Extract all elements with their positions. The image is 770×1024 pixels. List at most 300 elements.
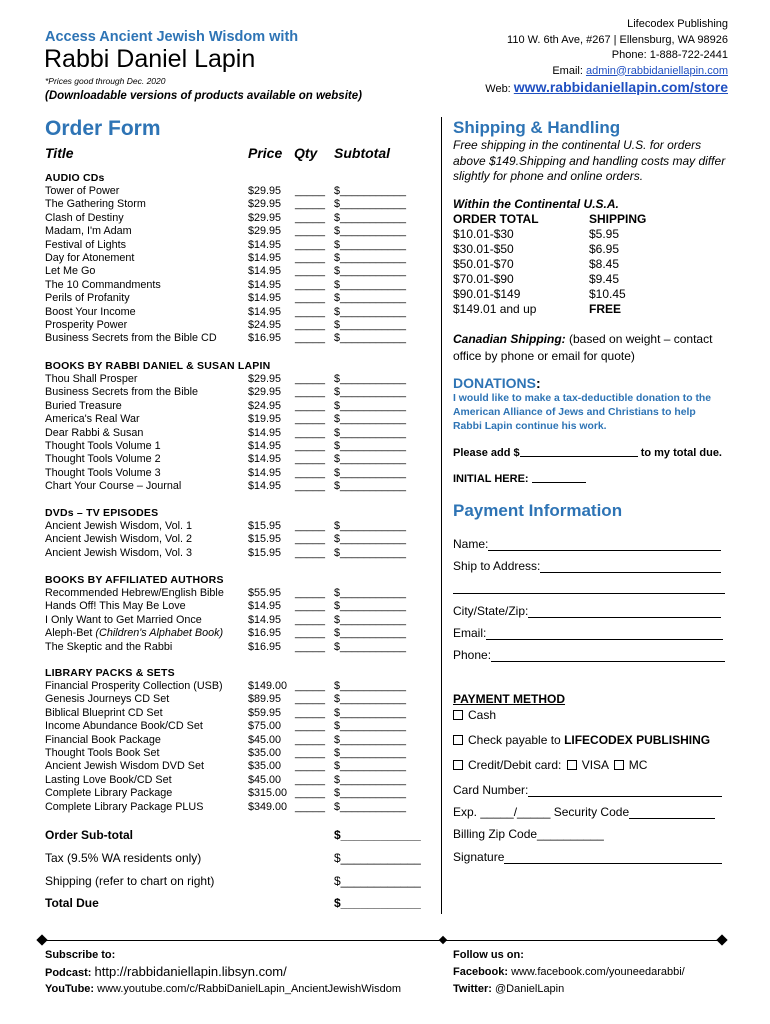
subtotal-field[interactable]: $___________ (334, 399, 407, 412)
product-price: $24.95 (248, 399, 282, 412)
shipping-range: $149.01 and up (453, 302, 537, 316)
qty-field[interactable]: _____ (295, 185, 326, 197)
security-code-field[interactable] (629, 806, 715, 819)
product-title (45, 760, 204, 773)
subtotal-field[interactable]: $___________ (334, 693, 407, 706)
shipping-row (453, 242, 646, 257)
subtotal-field[interactable]: $___________ (334, 292, 407, 305)
subtotal-field[interactable]: $___________ (334, 600, 407, 613)
qty-field[interactable]: _____ (295, 305, 326, 318)
shipping-cost: $10.45 (589, 287, 626, 301)
subtotal-field[interactable]: $___________ (334, 787, 407, 800)
visa-label: VISA (581, 758, 609, 772)
product-title-text: Perils of Profanity (45, 292, 130, 305)
subtotal-field[interactable]: $___________ (334, 332, 407, 345)
qty-field[interactable]: _____ (295, 373, 326, 385)
product-row (45, 400, 445, 413)
product-title-text: Thought Tools Volume 1 (45, 439, 161, 452)
product-title (45, 693, 169, 706)
shipping-cost: $6.95 (589, 242, 620, 256)
product-title-text: Financial Prosperity Collection (USB) (45, 680, 223, 692)
subtotal-field[interactable]: $___________ (334, 413, 407, 426)
qty-field[interactable]: _____ (295, 613, 326, 626)
qty-field[interactable]: _____ (295, 211, 326, 224)
check-option (453, 733, 710, 747)
product-row (45, 600, 445, 613)
subtotal-field[interactable]: $___________ (334, 238, 407, 251)
subtotal-field[interactable]: $___________ (334, 426, 407, 439)
product-title (45, 212, 124, 225)
web-label: Web: (485, 83, 514, 95)
section-title: LIBRARY PACKS & SETS (45, 667, 175, 679)
phone-field[interactable] (491, 649, 725, 662)
product-price: $16.95 (248, 640, 282, 653)
product-row (45, 680, 445, 693)
qty-field[interactable]: _____ (295, 318, 326, 331)
qty-field[interactable]: _____ (295, 533, 326, 546)
product-title-text: America's Real War (45, 413, 140, 426)
shipping-note: Free shipping in the continental U.S. for orders above $149.Shipping and handling costs may differ slightly for phone and online orders. (453, 138, 726, 183)
company-contact (485, 17, 728, 98)
product-title (45, 467, 161, 480)
product-title-text: Thou Shall Prosper (45, 373, 138, 385)
product-row (45, 760, 445, 773)
product-title (45, 547, 192, 560)
twitter-line (453, 983, 564, 995)
subtotal-field[interactable]: $___________ (334, 305, 407, 318)
product-title-text: The Gathering Storm (45, 198, 146, 211)
summary-blank[interactable]: $____________ (334, 851, 421, 865)
qty-field[interactable]: _____ (295, 787, 326, 800)
product-row (45, 373, 445, 386)
product-row (45, 801, 445, 814)
product-price: $14.95 (248, 453, 282, 466)
product-title (45, 413, 140, 426)
qty-field[interactable]: _____ (295, 399, 326, 412)
diamond-icon (439, 936, 447, 944)
qty-field[interactable]: _____ (295, 733, 326, 746)
podcast-line (45, 964, 287, 979)
address-label: Ship to Address: (453, 559, 541, 573)
product-title (45, 225, 132, 238)
twitter-link[interactable]: @DanielLapin (494, 983, 565, 995)
order-table-header (45, 145, 445, 161)
product-title-text: Chart Your Course – Journal (45, 480, 182, 493)
product-price: $14.95 (248, 480, 282, 493)
card-number-field[interactable] (528, 784, 722, 797)
product-title (45, 198, 146, 211)
name-field[interactable] (488, 538, 721, 551)
product-row (45, 520, 445, 533)
product-title-text: The Skeptic and the Rabbi (45, 640, 173, 653)
product-price: $19.95 (248, 413, 282, 426)
canada-text: (based on weight – contact office by phone or email for quote) (453, 332, 713, 363)
product-row (45, 212, 445, 225)
summary-tax (45, 851, 435, 865)
product-title (45, 386, 198, 399)
email-line (453, 626, 723, 640)
product-title-text: Tower of Power (45, 185, 120, 197)
qty-field[interactable]: _____ (295, 693, 326, 706)
product-price: $29.95 (248, 198, 282, 211)
qty-field[interactable]: _____ (295, 680, 326, 692)
check-checkbox[interactable] (453, 735, 463, 745)
donation-amount-line (453, 446, 722, 459)
order-section (45, 507, 445, 560)
donations-text: I would like to make a tax-deductible donation to the American Alliance of Jews and Christians to help Rabbi Lapin continue his work. (453, 393, 712, 432)
product-title-text: Prosperity Power (45, 318, 128, 331)
signature-line (453, 850, 722, 864)
subscribe-label: Subscribe to: (45, 949, 116, 961)
qty-field[interactable]: _____ (295, 480, 326, 493)
zip-label[interactable]: Billing Zip Code__________ (453, 827, 604, 841)
subtotal-field[interactable]: $___________ (334, 640, 407, 653)
product-row (45, 787, 445, 800)
qty-field[interactable]: _____ (295, 439, 326, 452)
company-phone: Phone: 1-888-722-2441 (611, 49, 728, 61)
subtotal-field[interactable]: $___________ (334, 466, 407, 479)
product-price: $16.95 (248, 627, 282, 640)
qty-field[interactable]: _____ (295, 238, 326, 251)
name-line (453, 537, 721, 551)
product-title-text: Business Secrets from the Bible (45, 386, 199, 399)
product-price: $29.95 (248, 225, 282, 238)
section-title: DVDs – TV EPISODES (45, 507, 159, 519)
youtube-line (45, 983, 401, 995)
product-price: $59.95 (248, 706, 282, 719)
product-title-text: Complete Library Package (45, 787, 173, 800)
shipping-cost: $5.95 (589, 227, 620, 241)
facebook-link[interactable]: www.facebook.com/youneedarabbi/ (511, 966, 685, 978)
follow-label: Follow us on: (453, 949, 524, 961)
product-title-text: Madam, I'm Adam (45, 225, 132, 238)
subtotal-field[interactable]: $___________ (334, 720, 407, 733)
signature-field[interactable] (504, 851, 722, 864)
facebook-label: Facebook: (453, 966, 512, 978)
mc-checkbox[interactable] (614, 760, 624, 770)
qty-field[interactable]: _____ (295, 292, 326, 305)
subtotal-field[interactable]: $___________ (334, 773, 407, 786)
section-title: BOOKS BY RABBI DANIEL & SUSAN LAPIN (45, 360, 271, 372)
subtotal-field[interactable]: $___________ (334, 265, 407, 278)
address-field-2[interactable] (453, 593, 725, 594)
product-price: $14.95 (248, 466, 282, 479)
qty-field[interactable]: _____ (295, 466, 326, 479)
subtotal-field[interactable]: $___________ (334, 627, 407, 640)
product-price: $35.00 (248, 746, 282, 759)
prices-note: *Prices good through Dec. 2020 (45, 76, 166, 86)
product-row (45, 480, 445, 493)
product-row (45, 440, 445, 453)
order-form-title: Order Form (45, 117, 161, 140)
product-title-text: Buried Treasure (45, 399, 122, 412)
product-row (45, 332, 445, 345)
product-price: $29.95 (248, 211, 282, 224)
product-title-italic: (Children's Alphabet Book) (95, 627, 224, 640)
qty-field[interactable]: _____ (295, 706, 326, 719)
product-price: $149.00 (248, 680, 288, 692)
address-field[interactable] (540, 560, 721, 573)
product-title (45, 614, 202, 627)
product-title (45, 627, 223, 640)
card-label: Credit/Debit card: (468, 758, 562, 772)
email-label: Email: (552, 64, 586, 77)
product-title (45, 373, 137, 386)
subtotal-field[interactable]: $___________ (334, 520, 407, 532)
col-subtotal: Subtotal (334, 145, 390, 161)
subtotal-field[interactable]: $___________ (334, 613, 407, 626)
product-title (45, 319, 127, 332)
qty-field[interactable]: _____ (295, 746, 326, 759)
summary-label: Total Due (45, 896, 99, 910)
product-title-text: Day for Atonement (45, 251, 135, 264)
qty-field[interactable]: _____ (295, 332, 326, 345)
product-row (45, 734, 445, 747)
donation-amount-field[interactable] (520, 446, 638, 457)
product-row (45, 239, 445, 252)
product-title-text: Income Abundance Book/CD Set (45, 720, 203, 733)
product-title-text: Complete Library Package PLUS (45, 800, 204, 813)
product-title (45, 587, 224, 600)
product-row (45, 547, 445, 560)
product-price: $14.95 (248, 600, 282, 613)
shipping-row (453, 287, 646, 302)
subtotal-field[interactable]: $___________ (334, 533, 407, 546)
subtotal-field[interactable]: $___________ (334, 373, 407, 385)
product-title (45, 279, 161, 292)
product-title-text: Aleph-Bet (45, 627, 96, 640)
youtube-label: YouTube: (45, 983, 98, 995)
shipping-col-cost: SHIPPING (589, 212, 647, 226)
qty-field[interactable]: _____ (295, 265, 326, 278)
subtotal-field[interactable]: $___________ (334, 251, 407, 264)
subtotal-field[interactable]: $___________ (334, 587, 407, 599)
product-title (45, 520, 192, 533)
shipping-col-total: ORDER TOTAL (453, 212, 539, 226)
product-title (45, 480, 181, 493)
product-price: $45.00 (248, 773, 282, 786)
product-row (45, 707, 445, 720)
qty-field[interactable]: _____ (295, 520, 326, 532)
product-title-text: The 10 Commandments (45, 278, 161, 291)
canada-label: Canadian Shipping: (453, 332, 566, 346)
product-title (45, 720, 203, 733)
subtotal-field[interactable]: $___________ (334, 546, 407, 559)
product-title (45, 252, 134, 265)
card-number-label: Card Number: (453, 783, 529, 797)
section-title: BOOKS BY AFFILIATED AUTHORS (45, 574, 224, 586)
qty-field[interactable]: _____ (295, 251, 326, 264)
company-email-line (485, 64, 728, 80)
product-title-text: Financial Book Package (45, 733, 161, 746)
subtotal-field[interactable]: $___________ (334, 439, 407, 452)
product-title-text: Boost Your Income (45, 305, 136, 318)
company-address: 110 W. 6th Ave, #267 | Ellensburg, WA 98926 (507, 33, 728, 46)
shipping-cost: FREE (589, 302, 622, 316)
qty-field[interactable]: _____ (295, 640, 326, 653)
product-title (45, 787, 172, 800)
product-price: $15.95 (248, 533, 282, 546)
facebook-line (453, 966, 685, 978)
product-title-text: Let Me Go (45, 265, 96, 278)
initial-label: INITIAL HERE: (453, 473, 529, 485)
qty-field[interactable]: _____ (295, 198, 326, 211)
product-title (45, 801, 203, 814)
product-price: $29.95 (248, 386, 282, 399)
podcast-label: Podcast: (45, 967, 95, 979)
payment-method-title: PAYMENT METHOD (453, 692, 566, 706)
web-link[interactable]: www.rabbidaniellapin.com/store (513, 79, 728, 95)
product-title-text: Ancient Jewish Wisdom DVD Set (45, 760, 205, 773)
summary-blank[interactable]: $____________ (334, 874, 421, 888)
product-row (45, 693, 445, 706)
product-title (45, 265, 95, 278)
company-web-line (485, 80, 728, 98)
order-section (45, 172, 445, 346)
qty-field[interactable]: _____ (295, 627, 326, 640)
product-title-text: Lasting Love Book/CD Set (45, 773, 172, 786)
zip-line (453, 827, 604, 841)
product-title-text: Clash of Destiny (45, 211, 124, 224)
shipping-range: $70.01-$90 (453, 272, 514, 286)
product-row (45, 533, 445, 546)
product-row (45, 467, 445, 480)
product-title (45, 641, 172, 654)
subtotal-field[interactable]: $___________ (334, 278, 407, 291)
product-row (45, 614, 445, 627)
youtube-link[interactable]: www.youtube.com/c/RabbiDanielLapin_AncientJewishWisdom (97, 983, 402, 995)
email-link[interactable]: admin@rabbidaniellapin.com (585, 64, 728, 77)
product-title-text: Thought Tools Volume 2 (45, 453, 161, 466)
qty-field[interactable]: _____ (295, 225, 326, 238)
shipping-range: $10.01-$30 (453, 227, 514, 241)
shipping-range: $30.01-$50 (453, 242, 514, 256)
subtotal-field[interactable]: $___________ (334, 680, 407, 692)
card-option (453, 758, 647, 772)
product-title-text: Genesis Journeys CD Set (45, 693, 170, 706)
subtotal-field[interactable]: $___________ (334, 800, 407, 813)
qty-field[interactable]: _____ (295, 453, 326, 466)
card-checkbox[interactable] (453, 760, 463, 770)
product-row (45, 427, 445, 440)
address-line (453, 559, 721, 573)
qty-field[interactable]: _____ (295, 773, 326, 786)
qty-field[interactable]: _____ (295, 587, 326, 599)
summary-blank[interactable]: $____________ (334, 896, 421, 910)
subtotal-field[interactable]: $___________ (334, 185, 407, 197)
downloadable-note: (Downloadable versions of products available on website) (45, 90, 362, 102)
product-price: $55.95 (248, 587, 282, 599)
city-field[interactable] (528, 605, 721, 618)
subtotal-field[interactable]: $___________ (334, 225, 407, 238)
product-title (45, 185, 119, 198)
subtotal-field[interactable]: $___________ (334, 318, 407, 331)
product-row (45, 185, 445, 198)
order-section (45, 574, 445, 654)
col-title: Title (45, 145, 74, 161)
product-title-text: Ancient Jewish Wisdom, Vol. 2 (45, 533, 193, 546)
qty-field[interactable]: _____ (295, 426, 326, 439)
product-row (45, 306, 445, 319)
product-price: $24.95 (248, 318, 282, 331)
col-qty: Qty (294, 145, 318, 161)
subtotal-field[interactable]: $___________ (334, 386, 407, 399)
summary-blank[interactable]: $____________ (334, 828, 421, 842)
shipping-row (453, 257, 646, 272)
product-title (45, 239, 126, 252)
exp-label[interactable]: Exp. _____/_____ Security Code (453, 805, 630, 819)
product-row (45, 720, 445, 733)
product-title-text: Thought Tools Volume 3 (45, 466, 161, 479)
product-price: $75.00 (248, 720, 282, 733)
product-price: $89.95 (248, 693, 282, 706)
subtotal-field[interactable]: $___________ (334, 198, 407, 211)
donation-add-label: Please add $ (453, 447, 520, 459)
shipping-cost: $9.45 (589, 272, 620, 286)
qty-field[interactable]: _____ (295, 800, 326, 813)
product-row (45, 774, 445, 787)
product-row (45, 198, 445, 211)
product-title (45, 747, 159, 760)
product-title (45, 734, 161, 747)
cash-checkbox[interactable] (453, 710, 463, 720)
shipping-cost: $8.45 (589, 257, 620, 271)
cash-option (453, 708, 496, 722)
subtotal-field[interactable]: $___________ (334, 453, 407, 466)
product-price: $14.95 (248, 278, 282, 291)
product-row (45, 747, 445, 760)
canada-shipping (453, 331, 733, 365)
initial-field[interactable] (532, 472, 586, 483)
phone-label: Phone: (453, 648, 492, 662)
qty-field[interactable]: _____ (295, 546, 326, 559)
qty-field[interactable]: _____ (295, 278, 326, 291)
product-row (45, 265, 445, 278)
product-price: $14.95 (248, 613, 282, 626)
visa-checkbox[interactable] (567, 760, 577, 770)
subtotal-field[interactable]: $___________ (334, 706, 407, 719)
check-label: Check payable to (468, 733, 565, 747)
shipping-within: Within the Continental U.S.A. (453, 197, 619, 211)
qty-field[interactable]: _____ (295, 600, 326, 613)
product-price: $15.95 (248, 520, 282, 532)
subtotal-field[interactable]: $___________ (334, 733, 407, 746)
qty-field[interactable]: _____ (295, 386, 326, 399)
subtotal-field[interactable]: $___________ (334, 760, 407, 773)
subtotal-field[interactable]: $___________ (334, 480, 407, 493)
product-title-text: Dear Rabbi & Susan (45, 426, 144, 439)
subtotal-field[interactable]: $___________ (334, 211, 407, 224)
qty-field[interactable]: _____ (295, 720, 326, 733)
qty-field[interactable]: _____ (295, 413, 326, 426)
subtotal-field[interactable]: $___________ (334, 746, 407, 759)
product-title (45, 427, 143, 440)
email-field[interactable] (486, 627, 723, 640)
product-title (45, 453, 161, 466)
product-row (45, 587, 445, 600)
product-row (45, 319, 445, 332)
product-title-text: I Only Want to Get Married Once (45, 613, 202, 626)
qty-field[interactable]: _____ (295, 760, 326, 773)
podcast-link[interactable]: http://rabbidaniellapin.libsyn.com/ (94, 964, 287, 979)
summary-shipping (45, 874, 435, 888)
diamond-icon (716, 934, 727, 945)
summary-label: Tax (9.5% WA residents only) (45, 851, 202, 865)
product-price: $14.95 (248, 265, 282, 278)
diamond-icon (36, 934, 47, 945)
product-row (45, 252, 445, 265)
product-title (45, 440, 161, 453)
